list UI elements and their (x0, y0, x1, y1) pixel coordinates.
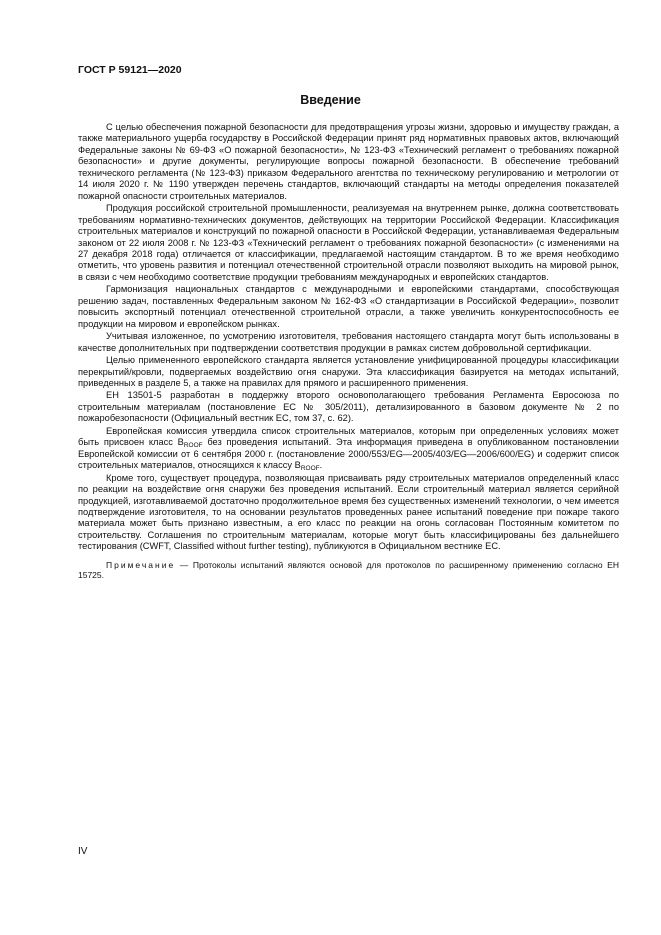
section-title: Введение (300, 93, 361, 107)
subscript-roof: ROOF (300, 465, 320, 473)
subscript-roof: ROOF (183, 442, 203, 450)
note (78, 560, 619, 581)
paragraph-8: Кроме того, существует процедура, позволяющая присваивать ряду строительных материалов определенный класс по реакции на воздействие огня снаружи без проведения испытаний. Если строительный материал является серийной продукцией, изготавливаемой достаточно продолжительное время без существенных изменений технологии, о чем имеется подтверждение изготовителя, то на основании результатов проведенных ранее испытаний поведение при пожаре такого материала может быть признано известным, а его класс по реакции на огонь согласован Постоянным комитетом по строительству. Соглашения по строительным материалам, которые могут быть классифицированы без дальнейшего тестирования (CWFT, Classified without further testing), публикуются в Официальном вестнике ЕС. (78, 472, 619, 552)
paragraph-6: ЕН 13501-5 разработан в поддержку второго основополагающего требования Регламента Евросоюза по строительным материалам (постановление ЕС № 305/2011), детализированного в базовом документе № 2 по пожаробезопасности (Официальный вестник ЕС, том 37, с. 62). (78, 390, 619, 424)
paragraph-2: Продукция российской строительной промышленности, реализуемая на внутреннем рынке, должна соответствовать требованиям нормативно-технических документов, действующих на территории Российской Федерации. Классификация строительных материалов и конструкций по пожарной опасности в Российской Федерации, устанавливаемая Федеральным законом от 22 июля 2008 г. № 123-ФЗ «Технический регламент о требованиях пожарной безопасности» (с изменениями на 27 декабря 2018 года) отличается от классификации, предлагаемой настоящим стандартом. В то же время необходимо отметить, что уровень развития и потенциал отечественной строительной отрасли позволяют выходить на мировой рынок, в связи с чем необходимо соответствие продукции требованиям международных и европейских стандартов. (78, 203, 619, 282)
page-number: IV (78, 846, 88, 857)
paragraph-7-part1: Европейская комиссия утвердила список строительных материалов, которым при определенных условиях может быть присвоен класс B (78, 425, 619, 448)
paragraph-7-part3: . (319, 460, 323, 471)
paragraph-3: Гармонизация национальных стандартов с международными и европейскими стандартами, способствующая решению задач, поставленных Федеральным законом № 162-ФЗ «О стандартизации в Российской Федерации», позволит повысить экспортный потенциал отечественной строительной отрасли, а также увеличить конкурентоспособность ее продукции на мировом и европейском рынках. (78, 284, 619, 329)
paragraph-4: Учитывая изложенное, по усмотрению изготовителя, требования настоящего стандарта могут быть использованы в качестве дополнительных при подтверждении соответствия продукции в рамках систем добровольной сертификации. (78, 331, 619, 353)
paragraph-7 (78, 426, 619, 472)
note-text: — Протоколы испытаний являются основой для протоколов по расширенному применению согласно ЕН 15725. (78, 559, 619, 581)
paragraph-1: С целью обеспечения пожарной безопасности для предотвращения угрозы жизни, здоровью и имуществу граждан, а также материального ущерба государству в Российской Федерации принят ряд нормативных правовых актов, включающий Федеральные законы № 69-ФЗ «О пожарной безопасности», № 123-ФЗ «Технический регламент о требованиях пожарной безопасности» и другие документы, регулирующие вопросы пожарной безопасности. В обеспечение требований технического регламента (№ 123-ФЗ) приказом Федерального агентства по техническому регулированию и метрологии от 14 июля 2020 г. № 1190 утвержден перечень стандартов, включающий стандарты на методы определения показателей пожарной опасности строительных материалов. (78, 122, 619, 201)
document-body (78, 122, 619, 581)
paragraph-5: Целью примененного европейского стандарта является установление унифицированной процедуры классификации перекрытий/кровли, подвергаемых воздействию огня снаружи. Эта классификация базируется на методах испытаний, приведенных в разделе 5, а также на правилах для прямого и расширенного применения. (78, 355, 619, 388)
document-header: ГОСТ Р 59121—2020 (78, 64, 182, 76)
note-label: Примечание (106, 559, 176, 570)
paragraph-7-part2: без проведения испытаний. Эта информация приведена в опубликованном постановлении Европейской комиссии от 6 сентября 2000 г. (постановление 2000/553/EG—2005/403/EG—2006/600/EG) и содержит список строительных материалов, относящихся к классу B (78, 437, 619, 471)
